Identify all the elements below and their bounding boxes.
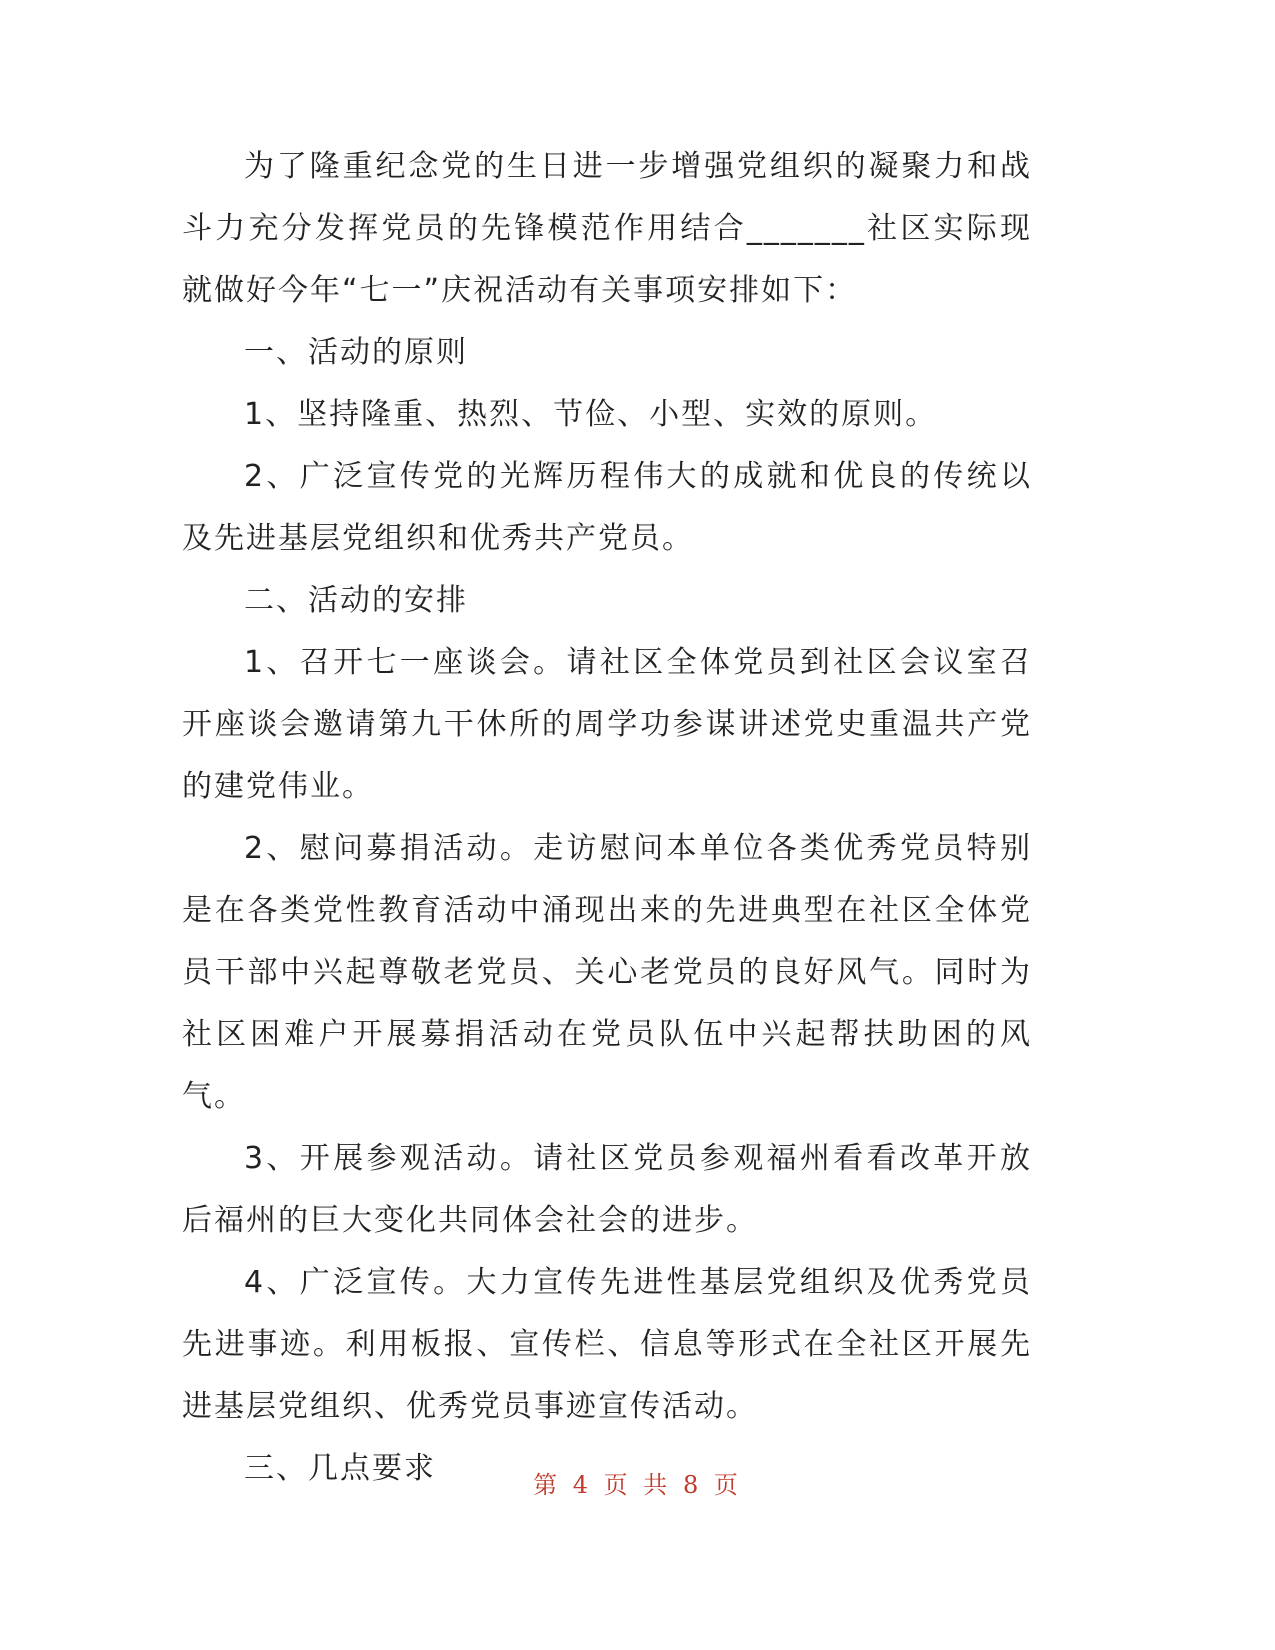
principle-item-2: 2、广泛宣传党的光辉历程伟大的成就和优良的传统以及先进基层党组织和优秀共产党员。 [182,459,1032,556]
principle-item-1: 1、坚持隆重、热烈、节俭、小型、实效的原则。 [244,397,938,432]
arrangement-item-3: 3、开展参观活动。请社区党员参观福州看看改革开放后福州的巨大变化共同体会社会的进步。 [182,1141,1032,1238]
section-heading-principles: 一、活动的原则 [244,335,468,370]
intro-paragraph: 为了隆重纪念党的生日进一步增强党组织的凝聚力和战斗力充分发挥党员的先锋模范作用结合_______社区实际现就做好今年“七一”庆祝活动有关事项安排如下： [182,149,1032,308]
document-body [182,136,1032,1500]
section-heading-arrangements: 二、活动的安排 [244,583,468,618]
page-footer [0,1465,1275,1500]
arrangement-item-2: 2、慰问募捐活动。走访慰问本单位各类优秀党员特别是在各类党性教育活动中涌现出来的先进典型在社区全体党员干部中兴起尊敬老党员、关心老党员的良好风气。同时为社区困难户开展募捐活动在党员队伍中兴起帮扶助困的风气。 [182,831,1032,1114]
arrangement-item-4: 4、广泛宣传。大力宣传先进性基层党组织及优秀党员先进事迹。利用板报、宣传栏、信息等形式在全社区开展先进基层党组织、优秀党员事迹宣传活动。 [182,1265,1032,1424]
section-heading-requirements: 三、几点要求 [244,1451,436,1486]
page-number-label: 第 4 页 共 8 页 [533,1471,742,1499]
arrangement-item-1: 1、召开七一座谈会。请社区全体党员到社区会议室召开座谈会邀请第九干休所的周学功参谋讲述党史重温共产党的建党伟业。 [182,645,1032,804]
